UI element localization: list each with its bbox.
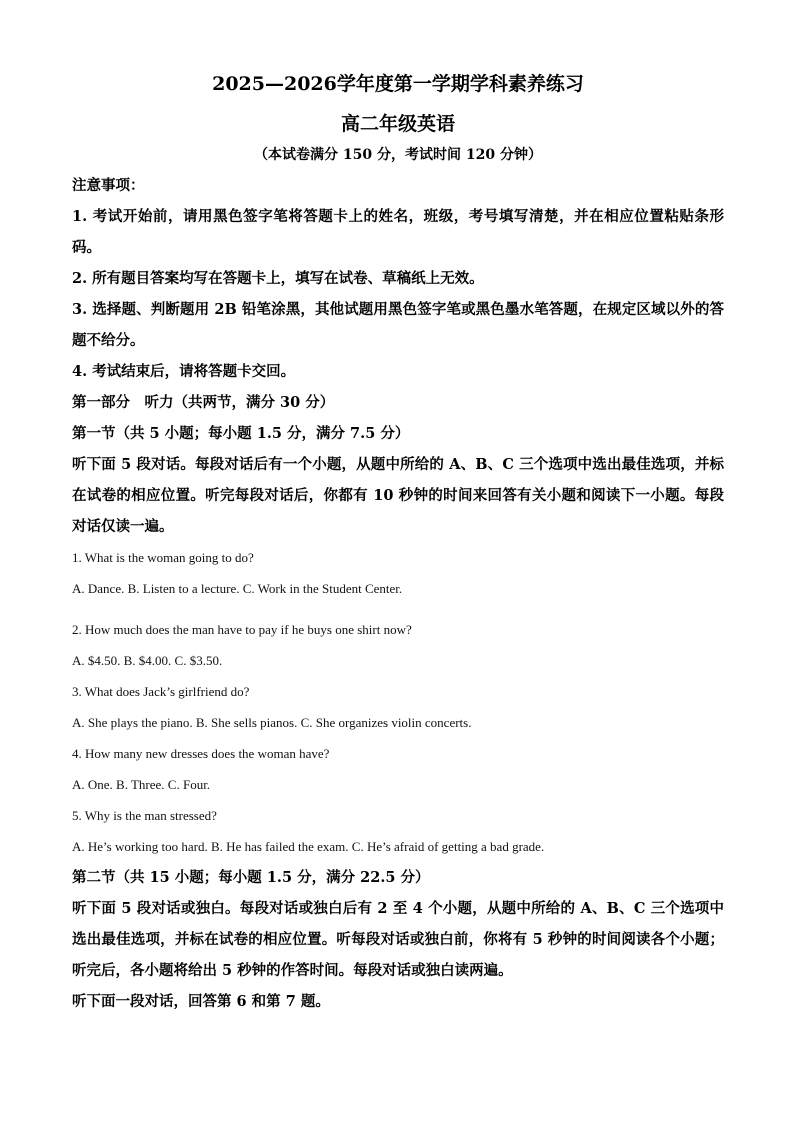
note-item-4: 4. 考试结束后，请将答题卡交回。 <box>72 363 296 380</box>
section2-instructions: 听下面 5 段对话或独白。每段对话或独白后有 2 至 4 个小题，从题中所给的 A、B、C 三个选项中选出最佳选项，并标在试卷的相应位置。听每段对话或独白前，你将有 5 秒钟的时间阅读各个小题；听完后，各小题将给出 5 秒钟的作答时间。每段对话或独白读两遍。 <box>72 900 724 979</box>
question-5-options: A. He’s working too hard. B. He has failed the exam. C. He’s afraid of getting a bad grade. <box>72 839 545 854</box>
part1-heading: 第一部分 听力（共两节，满分 30 分） <box>72 394 335 411</box>
section2-heading: 第二节（共 15 小题；每小题 1.5 分，满分 22.5 分） <box>72 869 430 886</box>
note-item-3: 3. 选择题、判断题用 2B 铅笔涂黑，其他试题用黑色签字笔或黑色墨水笔答题，在规定区域以外的答题不给分。 <box>72 301 724 349</box>
exam-subject: 高二年级英语 <box>340 113 455 135</box>
question-1-options: A. Dance. B. Listen to a lecture. C. Work in the Student Center. <box>72 581 403 596</box>
question-5-stem: 5. Why is the man stressed? <box>72 808 217 823</box>
question-2-stem: 2. How much does the man have to pay if he buys one shirt now? <box>72 622 412 637</box>
exam-page <box>72 70 724 1017</box>
question-1-stem: 1. What is the woman going to do? <box>72 550 254 565</box>
exam-title: 2025—2026学年度第一学期学科素养练习 <box>212 73 584 95</box>
section1-instructions: 听下面 5 段对话。每段对话后有一个小题，从题中所给的 A、B、C 三个选项中选出最佳选项，并标在试卷的相应位置。听完每段对话后，你都有 10 秒钟的时间来回答有关小题和阅读下一小题。每段对话仅读一遍。 <box>72 456 724 535</box>
exam-info: （本试卷满分 150 分，考试时间 120 分钟） <box>254 147 542 163</box>
question-3-options: A. She plays the piano. B. She sells pianos. C. She organizes violin concerts. <box>72 715 472 730</box>
section2-lead: 听下面一段对话，回答第 6 和第 7 题。 <box>72 993 330 1010</box>
note-item-2: 2. 所有题目答案均写在答题卡上，填写在试卷、草稿纸上无效。 <box>72 270 484 287</box>
note-item-1: 1. 考试开始前，请用黑色签字笔将答题卡上的姓名，班级，考号填写清楚，并在相应位置粘贴条形码。 <box>72 208 724 256</box>
question-3-stem: 3. What does Jack’s girlfriend do? <box>72 684 250 699</box>
question-4-stem: 4. How many new dresses does the woman have? <box>72 746 330 761</box>
notes-heading: 注意事项： <box>72 177 145 194</box>
question-2-options: A. $4.50. B. $4.00. C. $3.50. <box>72 653 223 668</box>
section1-heading: 第一节（共 5 小题；每小题 1.5 分，满分 7.5 分） <box>72 425 410 442</box>
question-4-options: A. One. B. Three. C. Four. <box>72 777 211 792</box>
